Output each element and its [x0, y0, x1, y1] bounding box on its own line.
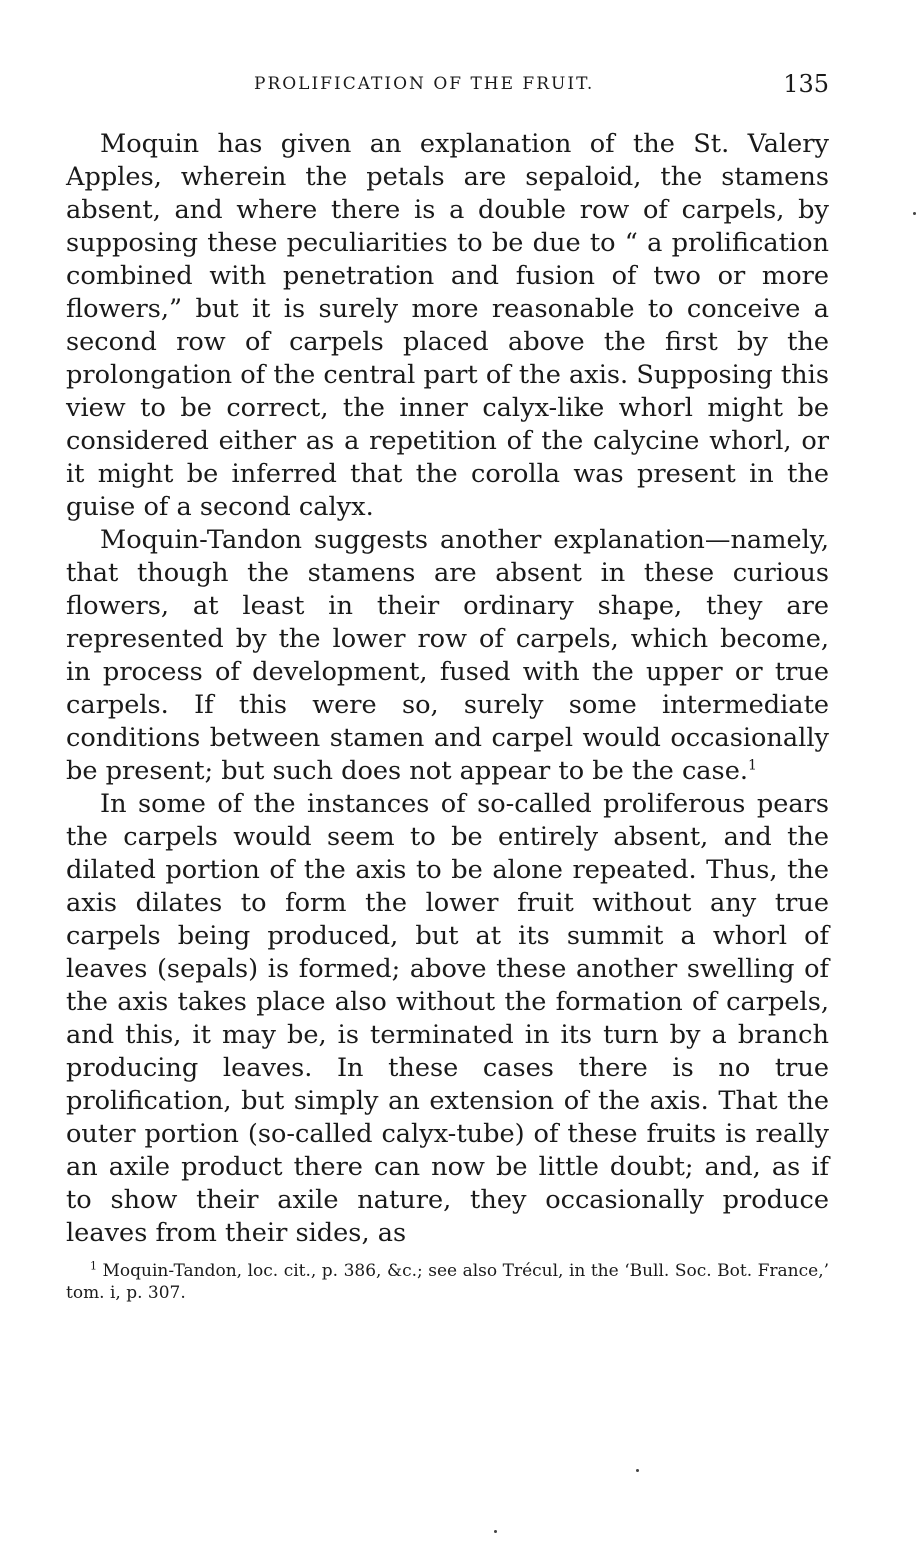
- running-head: [66, 68, 829, 104]
- page-number: 135: [783, 70, 829, 98]
- footnote-reference: 1: [747, 757, 757, 774]
- scan-speck: [494, 1530, 497, 1533]
- running-title: PROLIFICATION OF THE FRUIT.: [254, 74, 595, 94]
- scan-speck: [636, 1469, 639, 1472]
- book-page: [66, 68, 829, 1304]
- footnote-mark: 1: [90, 1259, 97, 1273]
- footnote-text: Moquin-Tandon, loc. cit., p. 386, &c.; see also Trécul, in the ‘Bull. Soc. Bot. France,’ tom. i, p. 307.: [66, 1261, 829, 1303]
- scan-speck: [913, 212, 916, 215]
- paragraph-st-valery-apples: [66, 128, 829, 524]
- paragraph-1-text: Moquin has given an explanation of the St. Valery Apples, wherein the petals are sepaloid, the stamens absent, and where there is a double row of carpels, by supposing these peculiarities to be due to “ a prolification combined with penetration and fusion of two or more flowers,” but it is surely more reasonable to conceive a second row of carpels placed above the first by the prolongation of the central part of the axis. Supposing this view to be correct, the inner calyx-like whorl might be considered either as a repetition of the calycine whorl, or it might be inferred that the corolla was present in the guise of a second calyx.: [66, 129, 829, 522]
- paragraph-3-text: In some of the instances of so-called proliferous pears the carpels would seem to be entirely absent, and the dilated portion of the axis to be alone repeated. Thus, the axis dilates to form the lower fruit without any true carpels being produced, but at its summit a whorl of leaves (sepals) is formed; above these another swelling of the axis takes place also without the formation of carpels, and this, it may be, is terminated in its turn by a branch producing leaves. In these cases there is no true prolification, but simply an extension of the axis. That the outer portion (so-called calyx-tube) of these fruits is really an axile product there can now be little doubt; and, as if to show their axile nature, they occasionally produce leaves from their sides, as: [66, 789, 829, 1248]
- paragraph-moquin-tandon: [66, 524, 829, 788]
- footnote: [66, 1260, 829, 1304]
- paragraph-proliferous-pears: [66, 788, 829, 1250]
- body-text: [66, 128, 829, 1250]
- paragraph-2-text: Moquin-Tandon suggests another explanation—namely, that though the stamens are absent in these curious flowers, at least in their ordinary shape, they are represented by the lower row of carpels, which become, in process of development, fused with the upper or true carpels. If this were so, surely some intermediate conditions between stamen and carpel would occasionally be present; but such does not appear to be the case.: [66, 525, 829, 786]
